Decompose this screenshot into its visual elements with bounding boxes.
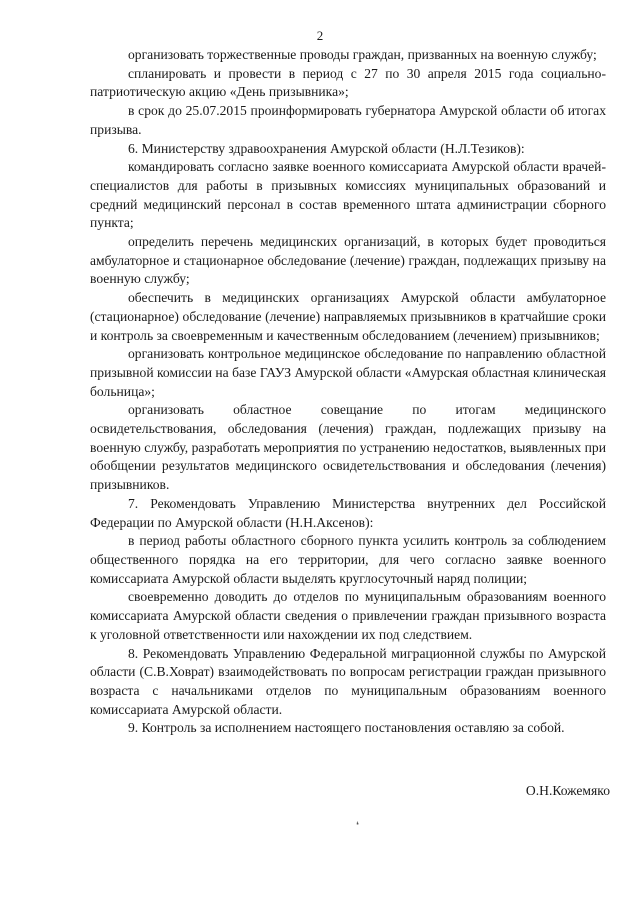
paragraph-public-order: в период работы областного сборного пункта усилить контроль за соблюдением общественного порядка на его территории, для чего согласно заявке военного комиссариата Амурской области выделять круглосуточный наряд полиции; — [90, 533, 606, 586]
paragraph-organize-meeting: организовать областное совещание по итогам медицинского освидетельствования, обследования (лечения) граждан, подлежащих призыву на военную службу, разработать мероприятия по устранению недостатков, выявленных при обобщении результатов медицинского освидетельствования и обследования (лечения) призывников. — [90, 402, 606, 493]
paragraph-send-doctors: командировать согласно заявке военного комиссариата Амурской области врачей-специалистов для работы в призывных комиссиях муниципальных образований и средний медицинский персонал в состав временного штата администрации сборного пункта; — [90, 159, 606, 231]
paragraph-inform-governor: в срок до 25.07.2015 проинформировать губернатора Амурской области об итогах призыва. — [90, 103, 606, 137]
paragraph-item-6-heading: 6. Министерству здравоохранения Амурской области (Н.Л.Тезиков): — [128, 140, 525, 156]
paragraph-ensure-examination: обеспечить в медицинских организациях Амурской области амбулаторное (стационарное) обследование (лечение) направляемых призывников в кратчайшие сроки и контроль за своевременным и качественным обследованием (лечением) призывников; — [90, 290, 606, 343]
paragraph-criminal-info: своевременно доводить до отделов по муниципальным образованиям военного комиссариата Амурской области сведения о привлечении граждан призывного возраста к уголовной ответственности или нахождении их под следствием. — [90, 589, 606, 642]
paragraph-item-9: 9. Контроль за исполнением настоящего постановления оставляю за собой. — [128, 720, 565, 736]
paragraph-define-organizations: определить перечень медицинских организаций, в которых будет проводиться амбулаторное и стационарное обследование (лечение) граждан, подлежащих призыву на военную службу; — [90, 234, 606, 287]
signature-name: О.Н.Кожемяко — [525, 783, 610, 798]
document-body — [90, 46, 606, 738]
scan-speck-mark: ❛ — [356, 820, 359, 830]
paragraph-control-examination: организовать контрольное медицинское обследование по направлению областной призывной комиссии на базе ГАУЗ Амурской области «Амурская областная клиническая больница»; — [90, 346, 606, 399]
page-number: 2 — [316, 28, 324, 43]
paragraph-item-7-heading: 7. Рекомендовать Управлению Министерства внутренних дел Российской Федерации по Амурской области (Н.Н.Аксенов): — [90, 495, 606, 530]
paragraph-send-off: организовать торжественные проводы граждан, призванных на военную службу; — [128, 47, 597, 62]
paragraph-conscript-day: спланировать и провести в период с 27 по 30 апреля 2015 года социально-патриотическую акцию «День призывника»; — [90, 65, 606, 100]
paragraph-item-8: 8. Рекомендовать Управлению Федеральной миграционной службы по Амурской области (С.В.Ховрат) взаимодействовать по вопросам регистрации граждан призывного возраста с начальниками отделов по муниципальным образованиям военного комиссариата Амурской области. — [90, 645, 606, 717]
